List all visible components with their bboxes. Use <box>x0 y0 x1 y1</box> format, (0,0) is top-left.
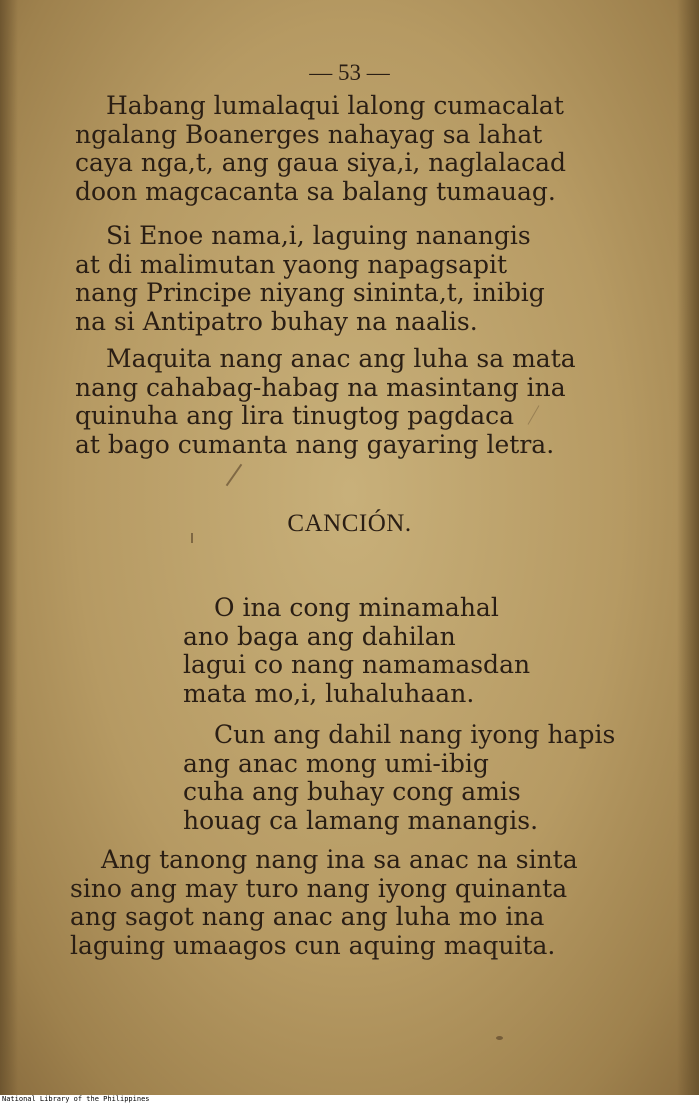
verse-line: ang sagot nang anac ang luha mo ina <box>70 902 545 931</box>
verse-line: lagui co nang namamasdan <box>183 650 531 679</box>
song-stanza-1 <box>183 594 530 708</box>
verse-line: houag ca lamang manangis. <box>183 805 539 835</box>
verse-line: O ina cong minamahal <box>214 593 499 622</box>
verse-line: Cun ang dahil nang iyong hapis <box>214 720 616 749</box>
verse-line: nang cahabag-habag na masintang ina <box>75 372 566 402</box>
verse-line: laguing umaagos cun aquing maquita. <box>70 930 556 960</box>
verse-line: quinuha ang lira tinugtog pagdaca <box>75 401 515 430</box>
song-stanza-2 <box>183 721 615 835</box>
verse-line: ang anac mong umi-ibig <box>183 748 489 778</box>
song-heading: CANCIÓN. <box>287 510 412 537</box>
verse-line: ano baga ang dahilan <box>183 621 456 651</box>
verse-line: mata mo,i, luhaluhaan. <box>183 678 475 708</box>
verse-line: at di malimutan yaong napagsapit <box>75 249 508 279</box>
verse-line: sino ang may turo nang iyong quinanta <box>70 873 568 903</box>
final-stanza <box>70 846 578 960</box>
verse-line: cuha ang buhay cong amis <box>183 777 521 806</box>
verse-line: ngalang Boanerges nahayag sa lahat <box>75 119 543 149</box>
page-number: — 53 — <box>309 60 390 85</box>
verse-line: Si Enoe nama,i, laguing nanangis <box>106 221 531 250</box>
verse-line: Ang tanong nang ina sa anac na sinta <box>101 845 578 874</box>
ink-speck <box>496 1036 503 1040</box>
stanza-3 <box>75 345 576 459</box>
verse-line: at bago cumanta nang gayaring letra. <box>75 429 555 459</box>
pencil-mark <box>226 464 243 486</box>
stanza-2 <box>75 222 545 336</box>
verse-line: caya nga,t, ang gaua siya,i, naglalacad <box>75 148 567 177</box>
verse-line: nang Principe niyang sininta,t, inibig <box>75 278 545 307</box>
library-credit: National Library of the Philippines <box>2 1095 150 1103</box>
verse-line: Habang lumalaqui lalong cumacalat <box>106 91 564 120</box>
ink-speck <box>191 533 193 543</box>
verse-line: doon magcacanta sa balang tumauag. <box>75 176 556 206</box>
verse-line: na si Antipatro buhay na naalis. <box>75 306 478 336</box>
verse-line: Maquita nang anac ang luha sa mata <box>106 344 576 373</box>
stanza-1 <box>75 92 566 206</box>
